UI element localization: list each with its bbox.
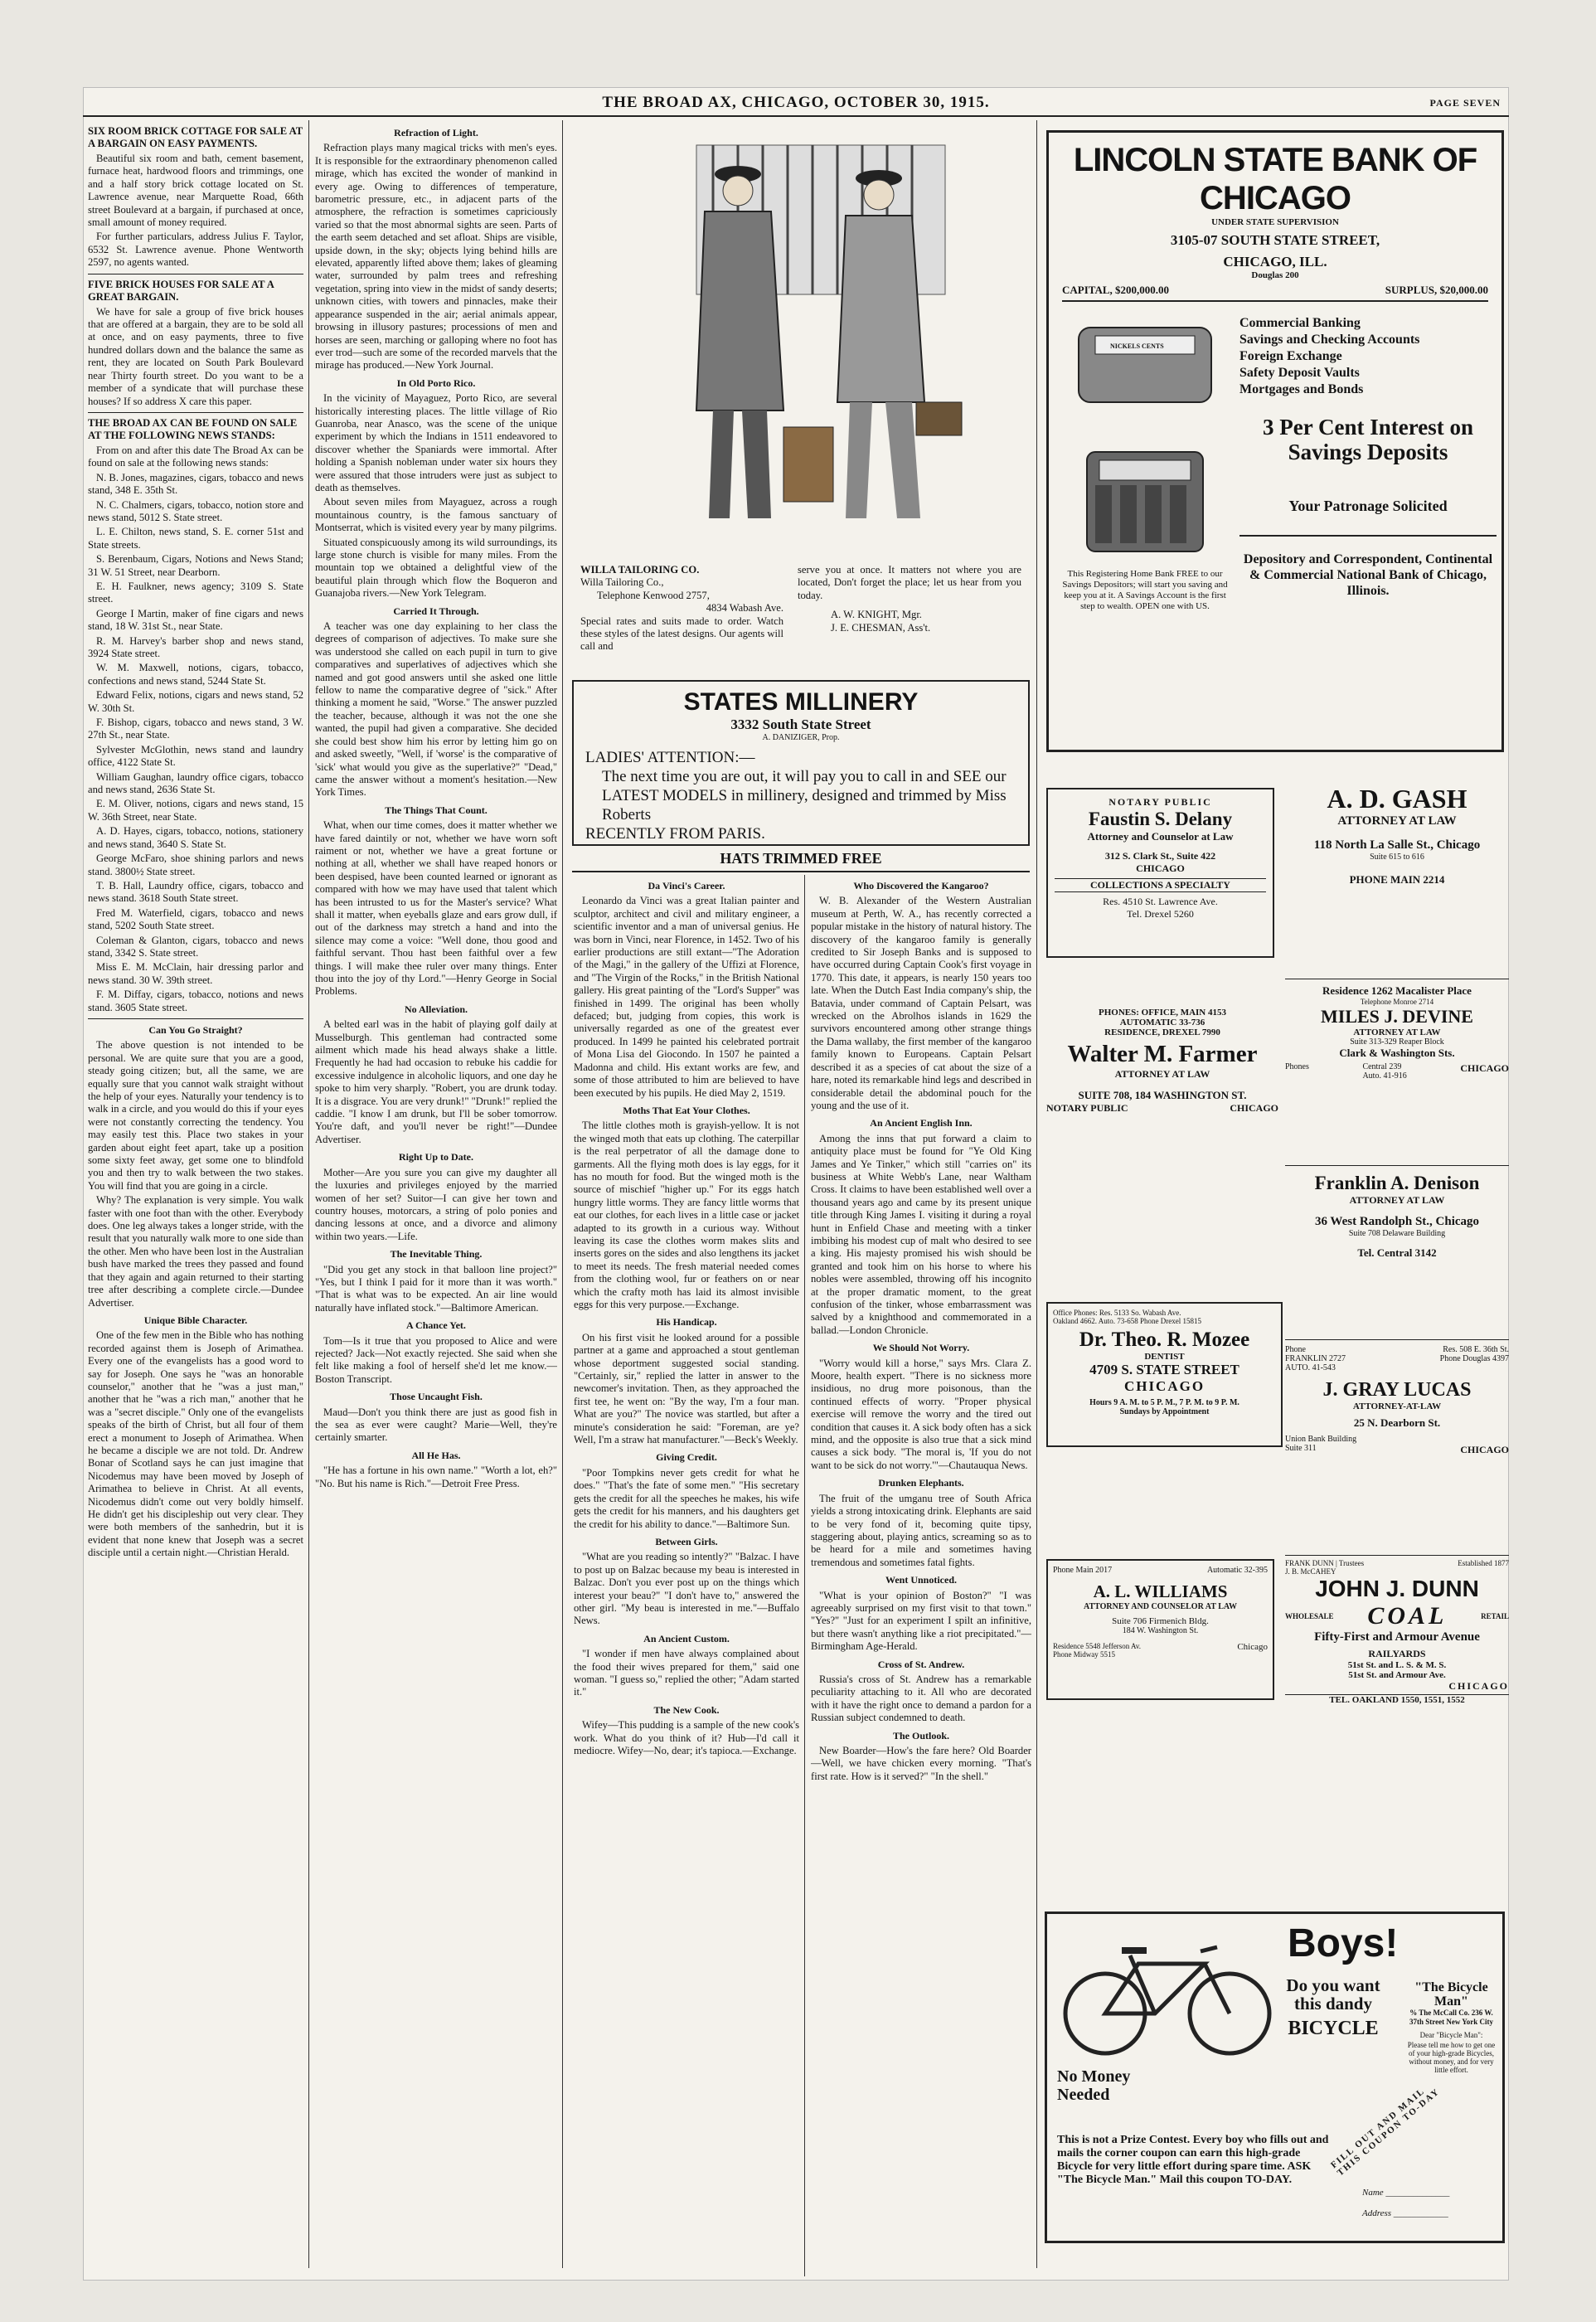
newsstand-item: L. E. Chilton, news stand, S. E. corner 51st and State streets. [88,526,303,551]
farmer-suite: SUITE 708, 184 WASHINGTON ST. [1078,1089,1247,1101]
bank-ad [1046,130,1504,752]
delany-city: CHICAGO [1136,862,1185,874]
newspaper-page [83,87,1509,2281]
denison-card [1285,1165,1509,1260]
article-title: The Outlook. [892,1729,949,1742]
article-title: No Alleviation. [404,1003,468,1015]
article-body: Tom—Is it true that you proposed to Alice and were rejected? Jack—Not exactly rejected. She said when she felt like making a fool of herself she'd let me know.—Boston Transcript. [315,1334,557,1385]
tailor-ad [572,129,1030,734]
lucas-phone: FRANKLIN 2727 [1285,1354,1346,1363]
williams-title: ATTORNEY AND COUNSELOR AT LAW [1083,1602,1238,1611]
newsstand-item: Edward Felix, notions, cigars and news stand, 52 W. 30th St. [88,689,303,714]
williams-phone: Phone Main 2017 [1053,1566,1113,1575]
article-body: A teacher was one day explaining to her class the degrees of comparison of adjectives. To make sure she was understood she called on each pupil in turn to give comparatives and superlatives of adjectives which she named and got good answers until she asked one little fellow to name the comparative degree of "sick." After thinking a moment he said, "Worse." The answer puzzled the teacher, because, although it was not the one she wanted, the pupil had given a comparative. She decided she could best show him his error by letting him go on and asked sweetly, "Well, if 'worse' is the comparative of 'sick' what would you give as the superlative?" "Dead," came the answer without a moment's hesitation.—New York Times. [315,620,557,799]
williams-resphone: Phone Midway 5515 [1053,1650,1115,1659]
article-title: His Handicap. [656,1316,717,1329]
devine-phone: Auto. 41-916 [1362,1071,1407,1081]
millinery-title: STATES MILLINERY [683,688,919,716]
article-body: The above question is not intended to be personal. We are quite sure that you are a good, steady going citizen; but, all the same, we are equally sure that you cannot walk straight without the help of your eyes. Naturally your tendency is to walk in a circle, and you would do this if your eyes were not constantly correcting the tendency. You may easily test this. Place two stakes in your garden about eight feet apart, take up a position some sixty feet away, get some one to blindfold you and then try to walk between the two stakes. You will find that you are going in a circle. [88,1039,303,1192]
article-body: What, when our time comes, does it matter whether we have fared daintily or not, whether we have worn soft raiment or not, whether we have a great fortune or nothing at all, whether we shall have reaped honors or been despised, have been counted learned or ignorant as compared with how we may have used that talent which has been intrusted to us for the Master's service? What shall it matter, when eyeballs glaze and ears grow dull, if out of the darkness may stretch a hand and into the silence may come a voice: "Well done, thou good and faithful servant. Thou hast been faithful over a few things. I will make thee ruler over many things. Enter thou into the joy of thy Lord."—Henry George in Social Problems. [315,819,557,998]
article-body: One of the few men in the Bible who has nothing recorded against them is Joseph of Arimathea. Every one of the evangelists has a good word to say for Joseph. One says he "was an honorable counselor," another that he "was a just man," another that he "was a rich man," another that he was a "secret disciple." Only one of the evangelists speaks of the birth of Christ, but all four of them erect a monument to Joseph of Arimathea. When he became a disciple we are not told. Dr. Andrew Bonar of Scotland says he can just imagine that Nicodemus may have been moved by Joseph of Arimathea to believe in Christ. At all events, Nicodemus didn't come out very boldly himself. He didn't get his discipleship out very clear. They were both members of the sanhedrin, but it is evident that none knew that Joseph was a secret disciple until a certain night.—Christian Herald. [88,1329,303,1559]
newsstands-intro: From on and after this date The Broad Ax can be found on sale at the following news stands: [88,444,303,469]
lucas-card [1285,1339,1509,1456]
lucas-building: Union Bank Building [1285,1435,1357,1444]
newsstand-item: W. M. Maxwell, notions, cigars, tobacco, confections and news stand, 5244 State St. [88,662,303,687]
cottage-ad-contact: For further particulars, address Julius F. Taylor, 6532 St. Lawrence avenue. Phone Wentworth 2597, no agents wanted. [88,231,303,269]
article-body: On his first visit he looked around for a possible partner at a game and approached a stout gentleman whose deportment suggested social standing. "Certainly, sir," replied the latter in answer to the newcomer's invitation. Then, as they approached the first tee, he went on: "By the way, I'm a four man. What are you?" The novice was startled, but after a minute's consideration he said: "Foreman, are ye? Well, I'm a straw hat manufacturer."—Beck's Weekly. [574,1331,799,1446]
article-title: An Ancient Custom. [643,1632,730,1644]
article-title: A Chance Yet. [406,1319,466,1332]
tailor-illustration [572,129,1030,560]
delany-card [1046,788,1274,958]
farmer-residence: RESIDENCE, DREXEL 7990 [1104,1027,1220,1037]
devine-corner: Clark & Washington Sts. [1339,1047,1455,1059]
column-1 [88,122,303,2270]
devine-tel: Telephone Monroe 2714 [1360,998,1434,1006]
article-title: Those Uncaught Fish. [390,1391,483,1403]
masthead [83,94,1509,117]
column-rule-3 [1036,120,1037,2268]
newsstand-item: A. D. Hayes, cigars, tobacco, notions, stationery and news stand, 3640 S. State St. [88,825,303,850]
article-title: Right Up to Date. [399,1151,473,1163]
article-title: The Inevitable Thing. [390,1248,483,1261]
dunn-city: CHICAGO [1448,1680,1509,1692]
tailor-text: Special rates and suits made to order. Watch these styles of the latest designs. Our agents will call and [580,615,783,653]
dunn-address: Fifty-First and Armour Avenue [1314,1630,1480,1644]
tailor-address: 4834 Wabash Ave. [706,602,783,615]
devine-suite: Suite 313-329 Reaper Block [1350,1037,1444,1047]
mozee-office: Office Phones: Res. 5133 So. Wabash Ave. [1053,1309,1181,1317]
lucas-suite: Suite 311 [1285,1444,1317,1453]
bicycle-mccall: % The McCall Co. 236 W. 37th Street New York City [1409,2009,1493,2026]
dunn-established: Established 1877 [1458,1559,1509,1567]
lucas-title: ATTORNEY-AT-LAW [1352,1401,1442,1411]
bank-phone: Douglas 200 [1251,270,1299,280]
bank-title: LINCOLN STATE BANK OF CHICAGO [1073,142,1477,216]
farmer-notary: NOTARY PUBLIC [1046,1102,1128,1114]
bicycle-man: "The Bicycle Man" [1414,1980,1488,2009]
dunn-trustees: FRANK DUNN | Trustees [1285,1559,1365,1567]
lucas-residence: Res. 508 E. 36th St. [1443,1345,1509,1354]
article-body: Russia's cross of St. Andrew has a remarkable peculiarity attaching to it. All who are decorated with it have the right once to demand a pardon for a Russian subject condemned to death. [811,1673,1031,1724]
delany-notary: NOTARY PUBLIC [1108,796,1212,808]
millinery-prop: A. DANIZIGER, Prop. [762,733,840,742]
article-body: Refraction plays many magical tricks with men's eyes. It is responsible for the extraordinary phenomenon called mirage, which has excited the wonder of mankind in every age. Owing to differences of temperature, barometric pressure, etc., in adjacent parts of the atmosphere, the refraction is sometimes capriciously varied so that the most abnormal sights are seen. Parts of the earth seem detached and set afloat. Ships are visible, upside down, in the sky; objects lying behind hills are elevated, apparently lifted above them; lakes of gleaming water, surrounded by palm trees and refreshing vegetation, spring into view in the midst of sandy deserts; unknown cities, with towers and pinnacles, make their appearance suspended in the air; aerial animals appear, browsing in illusory pastures; processions of men and horses are seen, marching or galloping where no foot has ever trod—such are some of the recorded marvels that the mirage has produced.—New York Journal. [315,142,557,372]
bank-city: CHICAGO, ILL. [1223,254,1327,270]
article-title: Cross of St. Andrew. [877,1658,965,1670]
article-body: "Did you get any stock in that balloon line project?" "Yes, but I think I paid for it more than it was worth." "That is what was to be expected. An air line would naturally have inflated stock."—Baltimore American. [315,1263,557,1314]
lucas-phone-label: Phone [1285,1345,1306,1354]
dunn-name: JOHN J. DUNN [1315,1576,1479,1601]
article-title: Moths That Eat Your Clothes. [623,1104,750,1116]
mozee-card [1046,1302,1283,1447]
gash-title: ATTORNEY AT LAW [1337,814,1457,828]
article-title: Carried It Through. [393,605,479,617]
delany-tel: Tel. Drexel 5260 [1127,908,1194,920]
bank-capital: CAPITAL, $200,000.00 [1062,284,1170,296]
article-title: Went Unnoticed. [885,1574,957,1586]
delany-collections: COLLECTIONS A SPECIALTY [1055,878,1266,892]
newsstand-item: N. C. Chalmers, cigars, tobacco, notion store and news stand, 5012 S. State street. [88,498,303,523]
newsstand-item: T. B. Hall, Laundry office, cigars, tobacco and news stand. 3618 South State street. [88,879,303,905]
bank-address: 3105-07 SOUTH STATE STREET, [1170,232,1380,248]
article-title: Drunken Elephants. [878,1477,964,1489]
article-title: Between Girls. [655,1535,718,1547]
houses-ad-head: FIVE BRICK HOUSES FOR SALE AT A GREAT BARGAIN. [88,278,274,303]
article-body: Leonardo da Vinci was a great Italian painter and sculptor, architect and civil and military engineer, a scientific inventor and a man of universal genius. He was born in Vinci, near Florence, in 1452. Two of his earlier productions are still extant—"The Adoration of the Magi," in the gallery of the Uffizi at Florence, and "The Virgin of the Rocks," in the British National gallery. His great painting of the "Lord's Supper" was finished in 1499. The original has been wholly defaced; but, judging from copies, this work is universally regarded as one of the greatest ever produced. In 1499 he painted his celebrated portrait of Mona Lisa del Giocondo. In 1507 he painted a Madonna and child. His extant works are few, and some of those attributed to him are believed to have been executed by his pupils. He died May 2, 1519. [574,895,799,1099]
dunn-wholesale: WHOLESALE [1285,1612,1334,1620]
bank-service-item: Safety Deposit Vaults [1239,366,1360,380]
williams-card [1046,1559,1274,1700]
tailor-line: Willa Tailoring Co., [580,576,664,589]
article-body: In the vicinity of Mayaguez, Porto Rico, are several historically interesting places. The little village of Rio Guanroba, near Anasco, was the scene of the unique experiment by which the Indians in 1511 endeavored to discover whether the Spaniards were immortal. After holding a Spanish nobleman under water six hours they were assured that those intruders were just as subject to death as themselves. [315,392,557,493]
article-body: The fruit of the umganu tree of South Africa yields a strong intoxicating drink. Elephants are said to be very fond of it, becoming quite tipsy, staggering about, playing antics, screaming so as to be heard for a mile and sometimes having tremendous and sometimes fatal fights. [811,1492,1031,1568]
cottage-ad-text: Beautiful six room and bath, cement basement, furnace heat, hardwood floors and trimmings, one and a half story brick cottage located on St. Lawrence avenue, near Marquette Road, 66th street Boulevard at a bargain, if purchased at once, small amount of money required. [88,153,303,229]
home-bank-label: NICKELS CENTS [1110,342,1164,350]
delany-title: Attorney and Counselor at Law [1087,830,1234,843]
article-body: Mother—Are you sure you can give my daughter all the luxuries and privileges enjoyed by the married women of her set? Suitor—I can give her town and country houses, motorcars, a string of polo ponies and dancing lessons at once, and a divorce and alimony within two years.—Life. [315,1166,557,1242]
lucas-name: J. GRAY LUCAS [1322,1379,1472,1401]
williams-address: 184 W. Washington St. [1122,1626,1199,1635]
newsstand-item: George I Martin, maker of fine cigars and news stand, 18 W. 31st St., near State. [88,607,303,633]
bicycle-address-field[interactable]: Address ____________ [1362,2208,1448,2218]
gash-phone: PHONE MAIN 2214 [1349,873,1445,886]
column-4 [811,875,1031,2268]
article-title: We Should Not Worry. [872,1342,970,1354]
newsstand-item: S. Berenbaum, Cigars, Notions and News Stand; 31 W. 51 Street, near Dearborn. [88,553,303,578]
bank-depository: Depository and Correspondent, Continental & Commercial National Bank of Chicago, Illinois. [1239,535,1497,599]
home-bank-text: This Registering Home Bank FREE to our Savings Depositors; will start you saving and keep you at it. A Savings Account is the first step to wealth. OPEN one with US. [1062,569,1228,611]
millinery-address: 3332 South State Street [730,717,871,732]
bicycle-coupon-label: FILL OUT AND MAIL THIS COUPON TO-DAY [1329,2086,1443,2179]
dunn-trustees: J. B. McCAHEY [1285,1567,1336,1576]
denison-name: Franklin A. Denison [1314,1173,1480,1193]
bank-supervision: UNDER STATE SUPERVISION [1211,217,1339,227]
farmer-card [1046,1008,1278,1115]
article-body: "What are you reading so intently?" "Balzac. I have to post up on Balzac because my beau is interested in Balzac. Don't you ever post up on the things which interest your beau?" "I don't have to," answered the other girl. "My beau is interested in me."—Buffalo News. [574,1551,799,1627]
bank-interest: 3 Per Cent Interest on Savings Deposits [1263,415,1473,464]
newsstand-item: Coleman & Glanton, cigars, tobacco and news stand, 3342 S. State street. [88,934,303,959]
millinery-ad [572,680,1030,846]
cottage-ad-head: SIX ROOM BRICK COTTAGE FOR SALE AT A BARGAIN ON EASY PAYMENTS. [88,125,303,149]
bicycle-illustration [1055,1922,1279,2063]
article-body: Situated conspicuously among its wild surroundings, its large stone church is visible for many miles. From the mountain top we obtained a delightful view of the beautiful plain through which flow the Boqueron and Guanajoba rivers.—New York Telegram. [315,536,557,600]
williams-suite: Suite 706 Firmenich Bldg. [1112,1616,1209,1626]
gash-card [1285,784,1509,887]
newsstands-list [88,472,303,1014]
mozee-name: Dr. Theo. R. Mozee [1079,1329,1250,1351]
article-body: Wifey—This pudding is a sample of the new cook's work. What do you think of it? Hub—I'd call it mediocre. Wifey—No, dear; it's tapioca.—Exchange. [574,1719,799,1756]
article-body: "Worry would kill a horse," says Mrs. Clara Z. Moore, health expert. "There is no sickness more insidious, no drug more poisonous, than the continued effects of worry. "Proper physical exercise will remove the worry and the tired out condition that causes it. A sick body often has a sick mind, and the opposite is also true that a sick mind causes a sick body. "The moral is, 'If you do not want to be sick do not worry.'"—Chautauqua News. [811,1357,1031,1471]
newsstand-item: E. M. Oliver, notions, cigars and news stand, 15 W. 36th Street, near State. [88,798,303,823]
article-title: All He Has. [411,1449,461,1461]
article-title: Unique Bible Character. [143,1314,248,1326]
farmer-name: Walter M. Farmer [1067,1041,1258,1067]
denison-tel: Tel. Central 3142 [1357,1246,1437,1259]
bicycle-name-field[interactable]: Name ______________ [1362,2188,1450,2198]
column-rule-2 [562,120,563,2268]
lucas-resphone: Phone Douglas 4397 [1439,1354,1509,1363]
article-title: Can You Go Straight? [148,1023,243,1036]
article-title: The Things That Count. [385,804,488,816]
williams-residence: Residence 5548 Jefferson Av. [1053,1642,1142,1650]
column-2 [315,122,557,2270]
devine-name: MILES J. DEVINE [1321,1006,1473,1027]
masthead-title: THE BROAD AX, CHICAGO, OCTOBER 30, 1915. [602,94,990,111]
mozee-hours: Hours 9 A. M. to 5 P. M., 7 P. M. to 9 P. M. [1089,1398,1239,1407]
article-title: Refraction of Light. [394,127,478,138]
article-title: In Old Porto Rico. [396,376,476,389]
article-title: The New Cook. [653,1703,720,1716]
article-body: Maud—Don't you think there are just as good fish in the sea as ever were caught? Marie—Well, they're certainly smarter. [315,1406,557,1444]
williams-name: A. L. WILLIAMS [1093,1581,1228,1601]
mozee-city: CHICAGO [1123,1378,1205,1394]
article-title: An Ancient English Inn. [870,1117,973,1129]
bank-surplus: SURPLUS, $20,000.00 [1385,284,1488,296]
article-body: "Poor Tompkins never gets credit for what he does." "That's the fate of some men." "His secretary gets the credit for all the speeches he makes, his wife gets the credit for his manners, and his daughters get the credit for his ability to dance."—Baltimore Sun. [574,1466,799,1530]
article-body: "He has a fortune in his own name." "Worth a lot, eh?" "No. But his name is Rich."—Detroit Free Press. [315,1465,557,1489]
article-body: About seven miles from Mayaguez, across a rough mountainous country, is the famous sanctuary of Montserrat, which is visited every year by many pilgrims. [315,496,557,534]
mozee-oakland: Oakland 4662. Auto. 73-658 Phone Drexel 15815 [1053,1317,1201,1325]
bank-patronage: Your Patronage Solicited [1288,498,1448,514]
newsstands-head: THE BROAD AX CAN BE FOUND ON SALE AT THE FOLLOWING NEWS STANDS: [88,416,298,441]
article-title: Who Discovered the Kangaroo? [853,880,989,891]
farmer-phones: PHONES: OFFICE, MAIN 4153 [1099,1008,1226,1018]
devine-phones-label: Phones [1285,1062,1309,1071]
lucas-phone: AUTO. 41-543 [1285,1363,1336,1372]
dunn-tel: TEL. OAKLAND 1550, 1551, 1552 [1285,1694,1509,1705]
williams-city: Chicago [1237,1642,1268,1652]
tailor-phone: Telephone Kenwood 2757, [597,589,710,601]
article-body: Why? The explanation is very simple. You walk faster with one foot than with the other. Everybody does. One leg always takes a longer stride, with the result that you naturally walk more to one side than the other. Men who have been lost in the Australian bush have marked the trees they passed and found that they again and again returned to their starting tree after describing a complete circle.—Dundee Advertiser. [88,1194,303,1309]
millinery-footer: HATS TRIMMED FREE [572,850,1030,872]
newsstand-item: R. M. Harvey's barber shop and news stand, 3924 State street. [88,634,303,659]
bank-services [1239,315,1497,398]
article-body: A belted earl was in the habit of playing golf daily at Musselburgh. This gentleman had contracted some ailment which made his head always shake a little. Frequently he had had occasion to rebuke his caddie for excessive indulgence in alcoholic liquors, and one day he spoke to him very sharply. "Robert, you are drunk today. It is a disgrace. You are very drunk!" "Drunk!" replied the caddie. "I know I am drunk, but I'll be sober tomorrow. You're daft, and you'll never be right!"—Dundee Advertiser. [315,1018,557,1145]
millinery-recent: RECENTLY FROM PARIS. [585,825,765,843]
newsstand-item: Sylvester McGlothin, news stand and laundry office, 4122 State St. [88,743,303,769]
dunn-retail: RETAIL [1481,1612,1509,1620]
tailor-signature: A. W. KNIGHT, Mgr. [831,609,922,621]
farmer-title: ATTORNEY AT LAW [1114,1068,1210,1080]
farmer-auto: AUTOMATIC 33-736 [1119,1018,1205,1027]
article-body: "I wonder if men have always complained about the food their wives prepared for them," said one woman. "I guess so," replied the other; "Adam started it." [574,1648,799,1698]
bicycle-boys: Boys! [1288,1921,1399,1965]
dunn-coal: COAL [1367,1602,1448,1630]
bicycle-dear: Dear "Bicycle Man": [1419,2031,1483,2039]
dunn-card [1285,1555,1509,1705]
column-3 [574,875,799,2268]
bicycle-body: This is not a Prize Contest. Every boy who fills out and mails the corner coupon can earn this high-grade Bicycle for very little effort during spare time. ASK "The Bicycle Man." Mail this coupon TO-DAY. [1057,2134,1329,2186]
denison-suite: Suite 708 Delaware Building [1348,1229,1446,1238]
bicycle-doyou: Do you want this dandy [1286,1975,1380,2014]
newsstand-item: E. H. Faulkner, news agency; 3109 S. State street. [88,580,303,605]
millinery-body: The next time you are out, it will pay you to call in and SEE our LATEST MODELS in millinery, designed and trimmed by Miss Roberts [602,768,1007,823]
delany-name: Faustin S. Delany [1088,809,1233,829]
dunn-yard: 51st St. and L. S. & M. S. [1347,1660,1447,1670]
lucas-address: 25 N. Dearborn St. [1353,1416,1441,1429]
millinery-attention: LADIES' ATTENTION:— [585,749,755,766]
bank-service-item: Savings and Checking Accounts [1239,333,1420,347]
bicycle-no-money: No Money Needed [1057,2067,1131,2104]
mozee-address: 4709 S. STATE STREET [1089,1362,1239,1377]
houses-ad-text: We have for sale a group of five brick houses that are offered at a bargain, they are to be sold all at once, and on easy payments, three to five hundred dollars down and the balance the same as rent, they are located on South Park Boulevard near Thirty fourth street. Do you want to be a member of a syndicate that will purchase these houses? If so address X care this paper. [88,305,303,407]
bank-service-item: Mortgages and Bonds [1239,382,1364,396]
article-body: W. B. Alexander of the Western Australian museum at Perth, W. A., has recently corrected a popular mistake in the history of natural history. The discovery of the kangaroo family is generally credited to Sir Joseph Banks and is supposed to have occurred during Captain Cook's first voyage in 1770. This date, it appears, is nearly 150 years too late. When the Dutch East India company's ship, the Batavia, under command of Captain Pelsart, was wrecked on the Abrolhos islands in 1629 the survivors encountered among other strange things the Dama wallaby, the first member of the kangaroo family known to Europeans. Captain Pelsart described it as a species of cat about the size of a hare, noted its remarkable hind legs and described in considerable detail the abdominal pouch for the young and the use of it. [811,895,1031,1111]
tailor-name: WILLA TAILORING CO. [580,564,700,576]
devine-card [1285,979,1509,1081]
delany-residence: Res. 4510 St. Lawrence Ave. [1103,896,1218,907]
article-body: Among the inns that put forward a claim to antiquity place must be found for "Ye Old King James and Ye Tinker," which still "carries on" its business at White Webb's Lane, near Waltham Cross. It claims to have been established well over a thousand years ago and came by its present unique title through King James I. visiting it during a royal hunt in Enfield Chase and meeting with a tinker imbibing his modest cup of malt who desired to see a king. His majesty promised his wish should be granted and took him on his horse to where his nobles were assembled, throwing off his incognito at the proper dramatic moment, to the great confusion of the tinker, whose embarrassment was salved by a knighthood and commemorated in a ballad.—London Chronicle. [811,1132,1031,1336]
gash-address: 118 North La Salle St., Chicago [1313,838,1481,852]
williams-auto: Automatic 32-395 [1206,1566,1268,1575]
farmer-city: CHICAGO [1230,1102,1278,1114]
tailor-text: serve you at once. It matters not where you are located, Don't forget the place; let us hear from you today. [798,564,1021,601]
article-title: Giving Credit. [656,1451,717,1464]
lucas-city: CHICAGO [1460,1444,1509,1455]
denison-title: ATTORNEY AT LAW [1349,1194,1445,1206]
newsstand-item: George McFaro, shoe shining parlors and news stand. 3800½ State street. [88,853,303,877]
newsstand-item: N. B. Jones, magazines, cigars, tobacco and news stand, 348 E. 35th St. [88,471,303,497]
devine-title: ATTORNEY AT LAW [1353,1027,1441,1037]
tailor-signature: J. E. CHESMAN, Ass't. [831,621,931,634]
article-title: Da Vinci's Career. [648,880,725,891]
bicycle-please: Please tell me how to get one of your high-grade Bicycles, without money, and for very little effort. [1407,2041,1496,2074]
bicycle-label: BICYCLE [1288,2018,1379,2039]
column-rule-inner [804,875,805,2276]
newsstand-item: William Gaughan, laundry office cigars, tobacco and news stand, 2636 State St. [88,770,303,796]
newsstand-item: F. Bishop, cigars, tobacco and news stand, 3 W. 27th St., near State. [88,717,303,741]
newsstand-item: Miss E. M. McClain, hair dressing parlor and news stand. 30 W. 39th street. [88,961,303,986]
devine-phone: Central 239 [1362,1062,1402,1071]
gash-name: A. D. GASH [1327,784,1467,814]
gash-suite: Suite 615 to 616 [1370,853,1424,862]
article-body: New Boarder—How's the fare here? Old Boarder—Well, we have chicken every morning. "That's first rate. How is it served?" "In the shell." [811,1745,1031,1782]
newsstand-item: F. M. Diffay, cigars, tobacco, notions and news stand. 3605 State street. [88,989,303,1013]
devine-city: CHICAGO [1460,1062,1509,1074]
article-body: "What is your opinion of Boston?" "I was agreeably surprised on my first visit to that town." "Yes?" "Just for an experiment I spilt an infinitive, but there wasn't anything like a riot precipitated."—Birmingham Age-Herald. [811,1589,1031,1653]
page-number: PAGE SEVEN [1429,97,1501,109]
dunn-railyards: RAILYARDS [1368,1648,1426,1659]
mozee-title: DENTIST [1144,1352,1185,1362]
bank-service-item: Foreign Exchange [1239,349,1342,363]
delany-address: 312 S. Clark St., Suite 422 [1104,850,1216,862]
devine-residence: Residence 1262 Macalister Place [1322,984,1472,997]
denison-address: 36 West Randolph St., Chicago [1314,1215,1480,1228]
article-body: The little clothes moth is grayish-yellow. It is not the winged moth that eats up clothing. The caterpillar is the real perpetrator of all the damage done to garments. All the flying moth does is lay eggs, for it has no mouth for food. But the winged moth is the source of mischief "higher up." For its eggs hatch hungry little worms. They are fancy little worms that eat our clothes, for each lives in a little case or jacket adapted to its growth in a curious way. Without leaving its case the clothes worm makes slits and inserts gores on the sides and also lengthens its jacket to meet its needs. The fresh material needed comes from the clothing wool, fur or feathers on or near which the crafty moth has laid its almost invisible eggs for this very purpose.—Exchange. [574,1120,799,1310]
bicycle-ad [1045,1912,1505,2243]
mozee-sundays: Sundays by Appointment [1119,1407,1210,1416]
bank-service-item: Commercial Banking [1239,316,1361,330]
newsstand-item: Fred M. Waterfield, cigars, tobacco and news stand, 5202 South State street. [88,906,303,932]
column-rule-1 [308,120,309,2268]
dunn-yard: 51st St. and Armour Ave. [1348,1670,1446,1680]
